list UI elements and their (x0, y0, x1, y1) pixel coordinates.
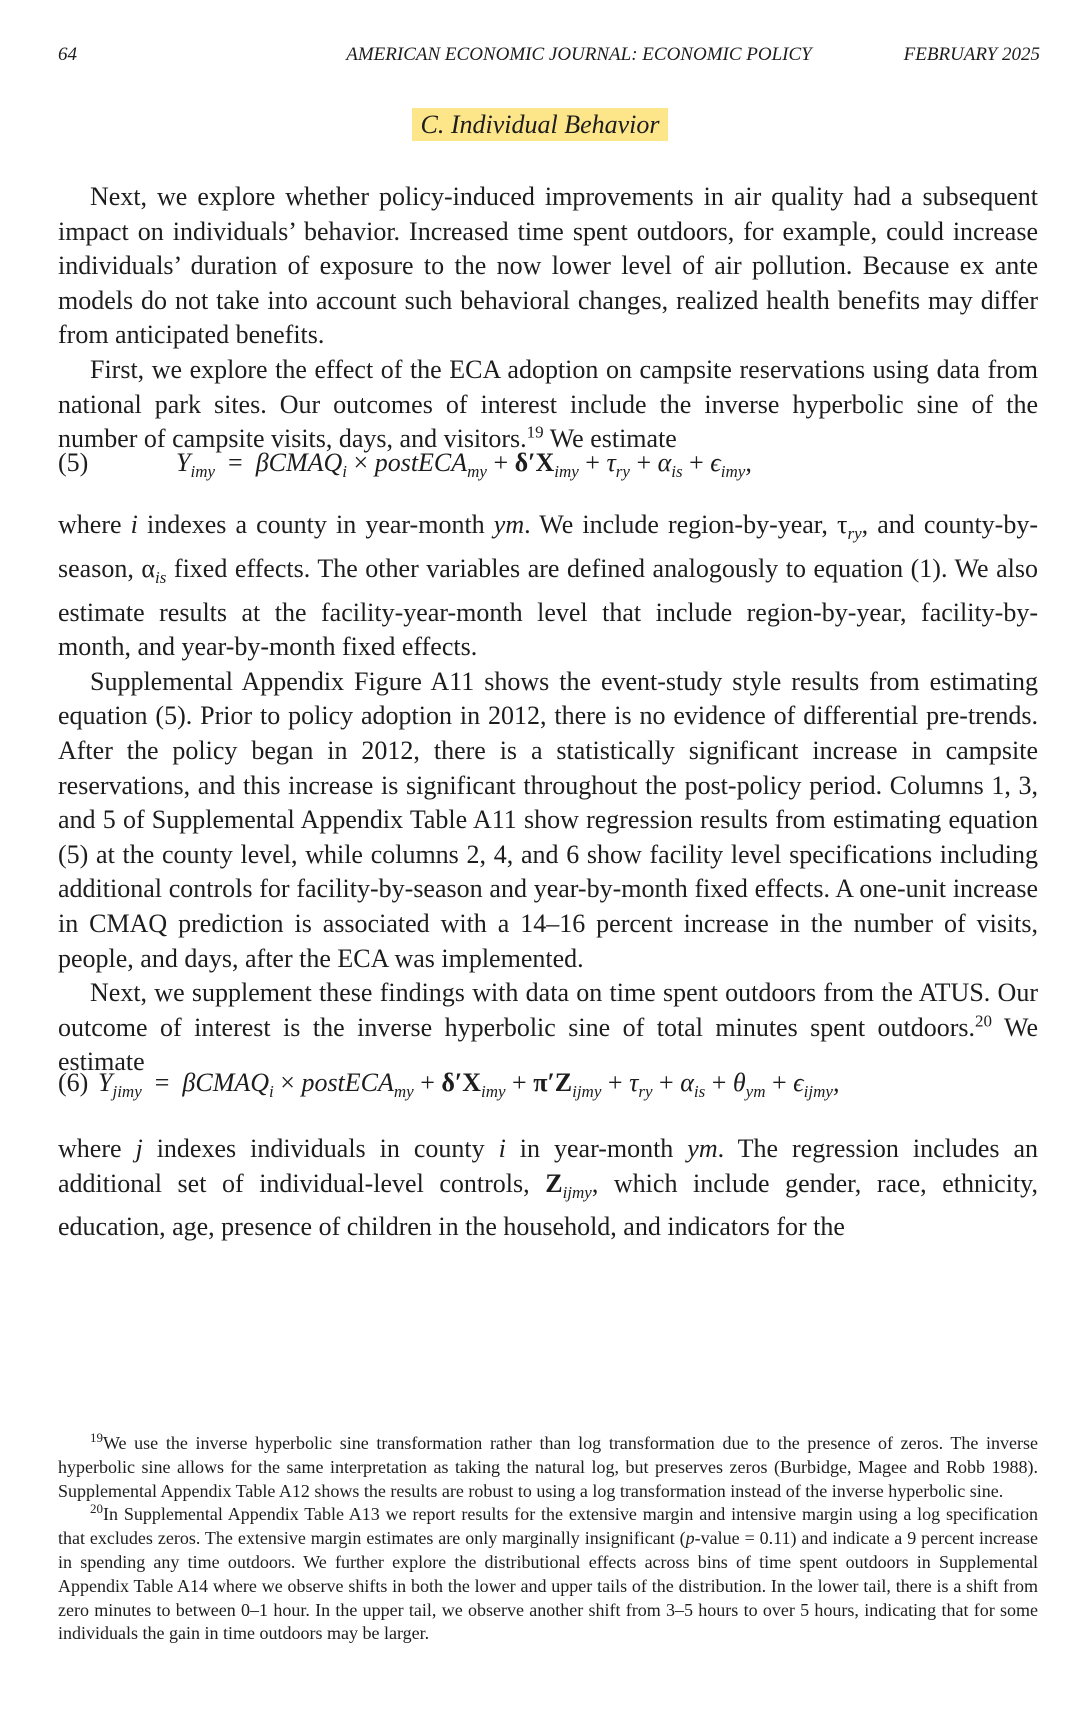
footnote-20-text-b: -value = 0.11) and indicate a 9 percent increase in spending any time outdoors. We further explore the distributional effects across bins of time spent outdoors in Supplemental Appendix Table A14 where we observe shifts in both the lower and upper tails of the distribution. In the lower tail, there is a shift from zero minutes to between 0–1 hour. In the upper tail, we observe another shift from 3–5 hours to over 5 hours, indicating that for some individuals the gain in time outdoors may be larger. (58, 1528, 1038, 1644)
p6-Z-sub: ijmy (562, 1182, 592, 1202)
equation-6-number: (6) (58, 1068, 89, 1097)
footnote-19 (58, 1432, 1038, 1503)
running-header (58, 44, 1040, 68)
footnote-19-text: We use the inverse hyperbolic sine transformation rather than log transformation due to the presence of zeros. The inverse hyperbolic sine allows for the same interpretation as taking the natural log, but preserves zeros (Burbidge, Magee and Robb 1988). Supplemental Appendix Table A12 shows the results are robust to using a log transformation instead of the inverse hyperbolic sine. (58, 1433, 1038, 1501)
footnotes (58, 1432, 1038, 1646)
paragraph-6 (58, 1132, 1038, 1245)
issue-date: FEBRUARY 2025 (903, 44, 1040, 65)
body-block-3 (58, 1132, 1038, 1245)
p3-d-sub: is (155, 567, 167, 587)
p3-c-sub: ry (847, 524, 862, 544)
p6-i: i (498, 1134, 506, 1163)
equation-6 (58, 1068, 1038, 1108)
footnote-20-text-a: In Supplemental Appendix Table A13 we report results for the extensive margin and intensive margin using a log specification that excludes zeros. The extensive margin estimates are only marginally insignificant ( (58, 1504, 1038, 1549)
p3-d: , and county-by-season, α (58, 510, 1038, 583)
p3-e: fixed effects. The other variables are defined analogously to equation (1). We also estimate results at the facility-year-month level that include region-by-year, facility-by-month, and year-by-month fixed effects. (58, 553, 1038, 662)
p6-e: , which include gender, race, ethnicity, education, age, presence of children in the household, and indicators for the (58, 1168, 1038, 1242)
paragraph-2-end: We estimate (543, 424, 677, 454)
footnote-19-number: 19 (90, 1430, 103, 1445)
paragraph-2-text: First, we explore the effect of the ECA adoption on campsite reservations using data from national park sites. Our outcomes of interest include the inverse hyperbolic sine of the number of campsite visits, days, and visitors. (58, 354, 1038, 454)
page-number: 64 (58, 44, 77, 65)
paragraph-2 (58, 353, 1038, 457)
p6-b: indexes individuals in county (142, 1134, 499, 1163)
body-block-2 (58, 508, 1038, 1080)
paragraph-5 (58, 976, 1038, 1080)
equation-5-number: (5) (58, 448, 89, 477)
p3-b: indexes a county in year-month (137, 510, 494, 539)
p6-c: in year-month (505, 1134, 688, 1163)
p6-j: j (135, 1134, 143, 1163)
footnote-ref-20[interactable]: 20 (975, 1011, 993, 1031)
p6-Z: Z (545, 1168, 563, 1198)
p3-c: . We include region-by-year, τ (524, 510, 848, 539)
p3-i: i (130, 510, 138, 539)
journal-title: AMERICAN ECONOMIC JOURNAL: ECONOMIC POLICY (346, 44, 812, 65)
section-title-highlighted: C. Individual Behavior (412, 108, 667, 141)
equation-5 (58, 448, 1038, 488)
p6-d: . The regression includes an additional set of individual-level controls, (58, 1134, 1039, 1198)
footnote-20 (58, 1503, 1038, 1646)
footnote-ref-19[interactable]: 19 (526, 422, 544, 442)
p6-a: where (58, 1134, 136, 1163)
footnote-20-p: p (685, 1528, 695, 1549)
p3-ym: ym (493, 510, 525, 539)
paragraph-1: Next, we explore whether policy-induced improvements in air quality had a subsequent impact on individuals’ behavior. Increased time spent outdoors, for example, could increase individuals’ duration of exposure to the now lower level of air pollution. Because ex ante models do not take into account such behavioral changes, realized health benefits may differ from anticipated benefits. (58, 182, 1038, 350)
footnote-20-number: 20 (90, 1501, 103, 1517)
equation-6-expression: $Y_{jimy}$ = βCMAQ$_i$ × postECA$_{my}$ + $\delta'X_{imy} + \pi'Z_{ijmy} + \tau_{ry} + \alpha_{is} + \theta_{ym} + \epsilon_{ijmy}$, (98, 1068, 840, 1102)
paragraph-3 (58, 508, 1038, 665)
p3-a: where (58, 510, 131, 539)
section-heading (0, 110, 1080, 140)
paragraph-4: Supplemental Appendix Figure A11 shows the event-study style results from estimating equation (5). Prior to policy adoption in 2012, there is no evidence of differential pre-trends. After the policy began in 2012, there is a statistically significant increase in campsite reservations, and this increase is significant throughout the post-policy period. Columns 1, 3, and 5 of Supplemental Appendix Table A11 show regression results from estimating equation (5) at the county level, while columns 2, 4, and 6 show facility level specifications including additional controls for facility-by-season and year-by-month fixed effects. A one-unit increase in CMAQ prediction is associated with a 14–16 percent increase in the number of visits, people, and days, after the ECA was implemented. (58, 666, 1038, 973)
body-block-1 (58, 180, 1038, 457)
equation-5-expression: $Y_{imy}$ = βCMAQ$_i$ × postECA$_{my}$ + $\delta'X_{imy} + \tau_{ry} + \alpha_{is} + \epsilon_{imy}$, (176, 448, 752, 482)
paragraph-5-text: Next, we supplement these findings with data on time spent outdoors from the ATUS. Our outcome of interest is the inverse hyperbolic sine of total minutes spent outdoors. (58, 978, 1038, 1042)
paragraph-5-end: We estimate (58, 1012, 1038, 1077)
p6-ym: ym (687, 1134, 718, 1163)
